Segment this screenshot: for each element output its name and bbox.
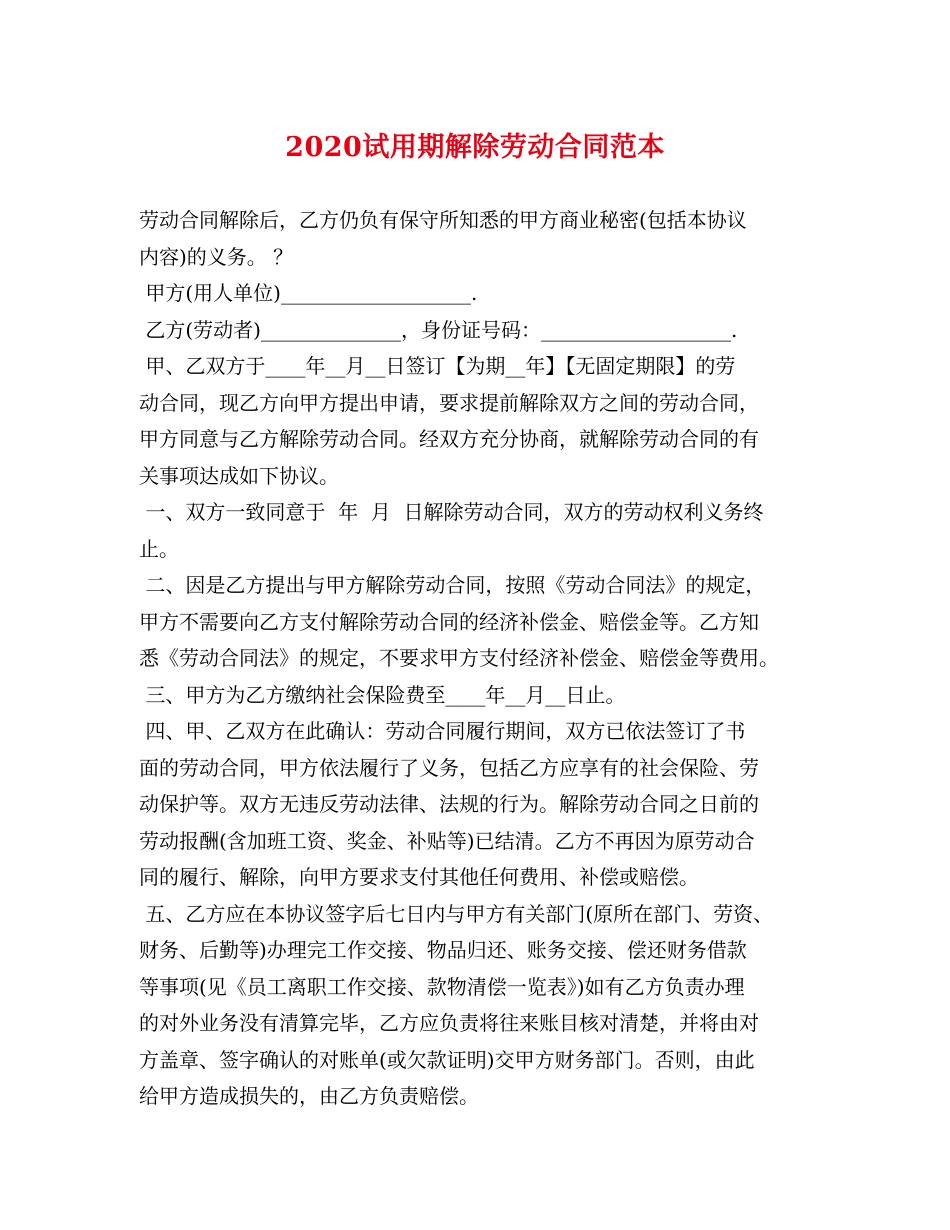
body-line: 三、甲方为乙方缴纳社会保险费至____年__月__日止。 xyxy=(139,682,626,707)
body-line: 内容)的义务。 ？ xyxy=(139,244,294,269)
body-line: 乙方(劳动者)______________，身份证号码：___________________. xyxy=(139,317,738,342)
body-line: 同的履行、解除，向甲方要求支付其他任何费用、补偿或赔偿。 xyxy=(139,865,699,889)
body-line: 方盖章、签字确认的对账单(或欠款证明)交甲方财务部门。否则，由此 xyxy=(139,1047,755,1072)
body-line: 劳动合同解除后，乙方仍负有保守所知悉的甲方商业秘密(包括本协议 xyxy=(139,208,747,232)
body-line: 甲方不需要向乙方支付解除劳动合同的经济补偿金、赔偿金等。乙方知 xyxy=(139,609,759,634)
body-line: 关事项达成如下协议。 xyxy=(139,463,339,488)
body-line: 悉《劳动合同法》的规定，不要求甲方支付经济补偿金、赔偿金等费用。 xyxy=(139,646,779,670)
body-line: 甲方同意与乙方解除劳动合同。经双方充分协商，就解除劳动合同的有 xyxy=(139,427,759,451)
body-line: 甲方(用人单位)___________________. xyxy=(139,281,478,305)
body-line: 面的劳动合同，甲方依法履行了义务，包括乙方应享有的社会保险、劳 xyxy=(139,755,759,780)
body-line: 四、甲、乙双方在此确认：劳动合同履行期间，双方已依法签订了书 xyxy=(139,719,746,743)
body-line: 的对外业务没有清算完毕，乙方应负责将往来账目核对清楚，并将由对 xyxy=(139,1011,759,1035)
body-line: 甲、乙双方于____年__月__日签订【为期__年】【无固定期限】的劳 xyxy=(139,354,736,378)
body-line: 二、因是乙方提出与甲方解除劳动合同，按照《劳动合同法》的规定， xyxy=(139,573,766,597)
body-line: 止。 xyxy=(139,536,179,561)
document-body xyxy=(139,202,829,1115)
body-line: 一、双方一致同意于 年 月 日解除劳动合同，双方的劳动权利义务终 xyxy=(139,500,764,524)
body-line: 动保护等。双方无违反劳动法律、法规的行为。解除劳动合同之日前的 xyxy=(139,792,759,816)
body-line: 给甲方造成损失的，由乙方负责赔偿。 xyxy=(139,1084,479,1108)
body-line: 劳动报酬(含加班工资、奖金、补贴等)已结清。乙方不再因为原劳动合 xyxy=(139,828,755,853)
body-line: 等事项(见《员工离职工作交接、款物清偿一览表》)如有乙方负责办理 xyxy=(139,974,745,999)
body-line: 财务、后勤等)办理完工作交接、物品归还、账务交接、偿还财务借款 xyxy=(139,938,747,962)
body-line: 五、乙方应在本协议签字后七日内与甲方有关部门(原所在部门、劳资、 xyxy=(139,901,774,926)
document-title: 2020试用期解除劳动合同范本 xyxy=(285,132,665,163)
body-line: 动合同，现乙方向甲方提出申请，要求提前解除双方之间的劳动合同， xyxy=(139,390,759,415)
